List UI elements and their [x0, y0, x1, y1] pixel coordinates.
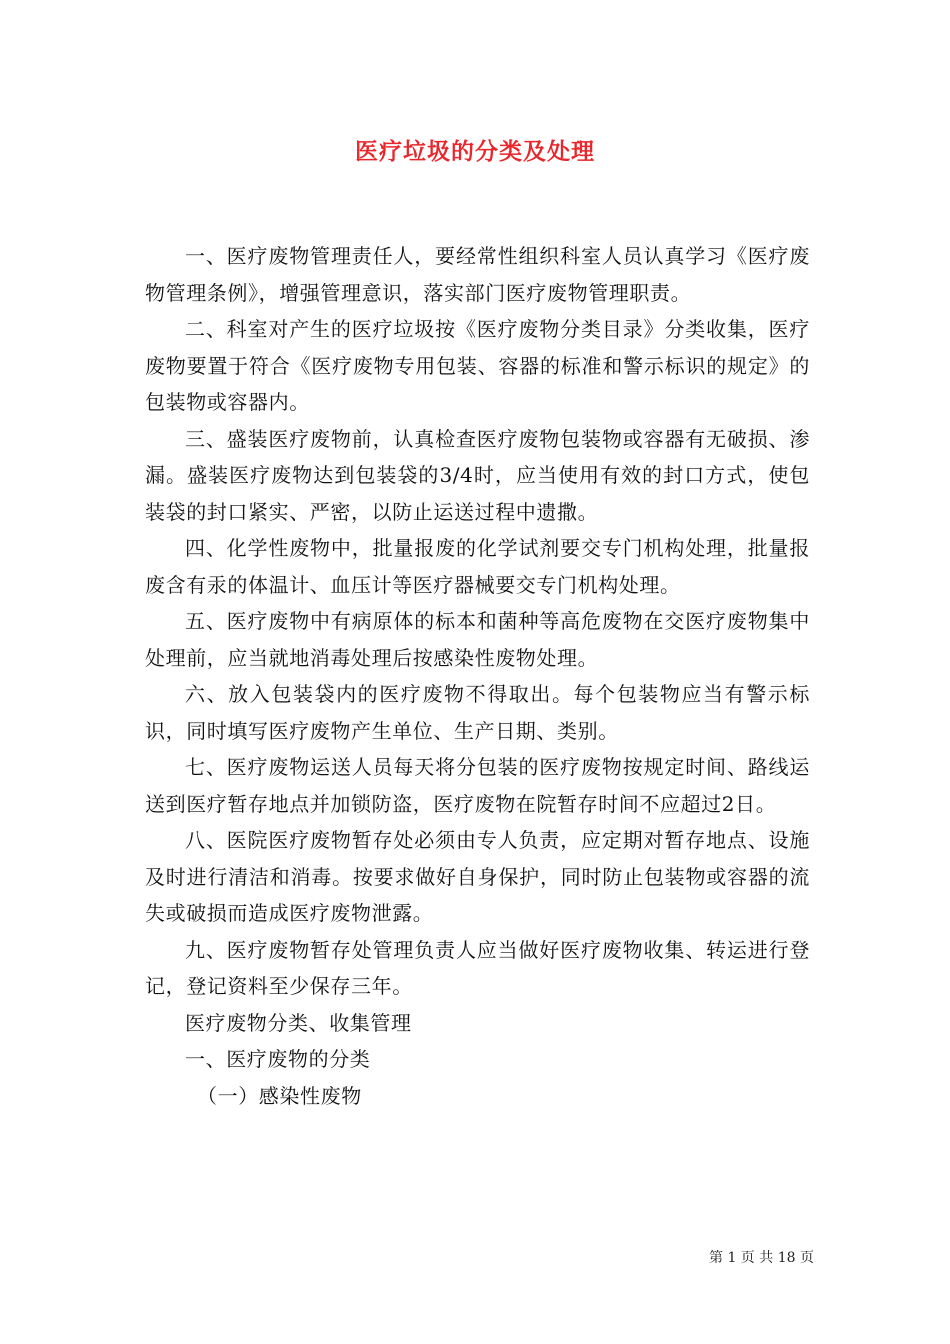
paragraph-2: 二、科室对产生的医疗垃圾按《医疗废物分类目录》分类收集，医疗废物要置于符合《医疗废物专用包装、容器的标准和警示标识的规定》的包装物或容器内。 [145, 317, 810, 414]
paragraph-4: 四、化学性废物中，批量报废的化学试剂要交专门机构处理，批量报废含有汞的体温计、血压计等医疗器械要交专门机构处理。 [145, 536, 810, 597]
paragraph-1: 一、医疗废物管理责任人，要经常性组织科室人员认真学习《医疗废物管理条例》，增强管理意识，落实部门医疗废物管理职责。 [145, 244, 810, 305]
paragraph-5: 五、医疗废物中有病原体的标本和菌种等高危废物在交医疗废物集中处理前，应当就地消毒处理后按感染性废物处理。 [145, 609, 810, 670]
paragraph-8: 八、医院医疗废物暂存处必须由专人负责，应定期对暂存地点、设施及时进行清洁和消毒。按要求做好自身保护，同时防止包装物或容器的流失或破损而造成医疗废物泄露。 [145, 828, 810, 925]
document-title: 医疗垃圾的分类及处理 [355, 138, 595, 165]
subsection-heading: 一、医疗废物的分类 [185, 1047, 371, 1071]
paragraph-7: 七、医疗废物运送人员每天将分包装的医疗废物按规定时间、路线运送到医疗暂存地点并加锁防盗，医疗废物在院暂存时间不应超过2日。 [145, 755, 810, 816]
paragraph-6: 六、放入包装袋内的医疗废物不得取出。每个包装物应当有警示标识，同时填写医疗废物产生单位、生产日期、类别。 [145, 682, 810, 743]
category-heading: （一）感染性废物 [197, 1083, 362, 1108]
document-body [145, 238, 810, 1114]
paragraph-9: 九、医疗废物暂存处管理负责人应当做好医疗废物收集、转运进行登记，登记资料至少保存三年。 [145, 937, 810, 998]
section-heading: 医疗废物分类、收集管理 [185, 1010, 412, 1035]
page-number-footer: 第 1 页 共 18 页 [709, 1250, 814, 1266]
paragraph-3: 三、盛装医疗废物前，认真检查医疗废物包装物或容器有无破损、渗漏。盛装医疗废物达到包装袋的3/4时，应当使用有效的封口方式，使包装袋的封口紧实、严密，以防止运送过程中遗撒。 [145, 426, 810, 524]
